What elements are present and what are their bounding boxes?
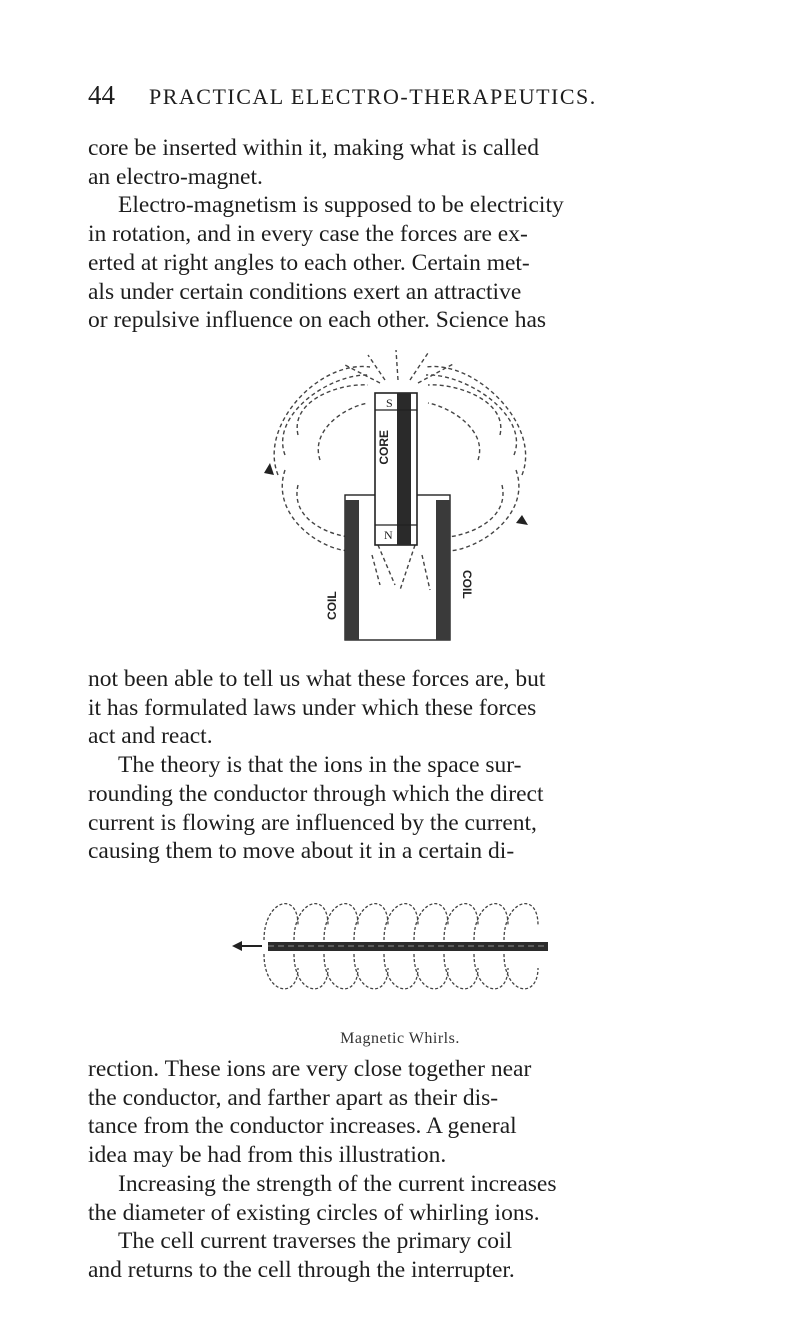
text-line: The cell current traverses the primary coil xyxy=(118,1228,513,1255)
figure-caption: Magnetic Whirls. xyxy=(340,1030,460,1047)
magnetic-whirls-figure xyxy=(228,880,578,1020)
text-line: current is flowing are influenced by the current, xyxy=(88,809,537,836)
page-number: 44 xyxy=(88,80,115,110)
paragraph-block-2 xyxy=(88,665,688,866)
text-line: rounding the conductor through which the direct xyxy=(88,780,544,807)
paragraph-block-3 xyxy=(88,1055,688,1285)
text-line: erted at right angles to each other. Certain met- xyxy=(88,249,530,276)
text-line: rection. These ions are very close together near xyxy=(88,1056,532,1082)
text-line: als under certain conditions exert an attractive xyxy=(88,278,522,305)
running-header xyxy=(88,80,597,111)
text-line: act and react. xyxy=(88,723,213,750)
text-line: The theory is that the ions in the space sur- xyxy=(118,752,522,779)
south-pole-label: S xyxy=(386,396,393,410)
text-line: the diameter of existing circles of whirling ions. xyxy=(88,1199,540,1226)
text-line: or repulsive influence on each other. Science has xyxy=(88,307,547,334)
paragraph-block-1 xyxy=(88,134,688,335)
text-line: and returns to the cell through the interrupter. xyxy=(88,1256,515,1283)
electromagnet-figure xyxy=(250,345,550,645)
text-line: not been able to tell us what these forces are, but xyxy=(88,666,546,692)
text-line: core be inserted within it, making what is called xyxy=(88,135,539,161)
text-line: Electro-magnetism is supposed to be electricity xyxy=(118,192,564,219)
text-line: tance from the conductor increases. A general xyxy=(88,1113,517,1140)
text-line: causing them to move about it in a certain di- xyxy=(88,838,515,865)
text-line: in rotation, and in every case the forces are ex- xyxy=(88,221,528,248)
coil-right-label: COIL xyxy=(460,570,474,599)
text-line: Increasing the strength of the current increases xyxy=(118,1170,557,1197)
north-pole-label: N xyxy=(384,528,393,542)
core-label: CORE xyxy=(377,430,391,465)
text-line: an electro-magnet. xyxy=(88,163,263,190)
running-title: PRACTICAL ELECTRO-THERAPEUTICS. xyxy=(149,84,597,109)
text-line: the conductor, and farther apart as their dis- xyxy=(88,1084,499,1111)
coil-left-label: COIL xyxy=(325,591,339,620)
text-line: it has formulated laws under which these forces xyxy=(88,694,537,721)
text-line: idea may be had from this illustration. xyxy=(88,1142,447,1169)
